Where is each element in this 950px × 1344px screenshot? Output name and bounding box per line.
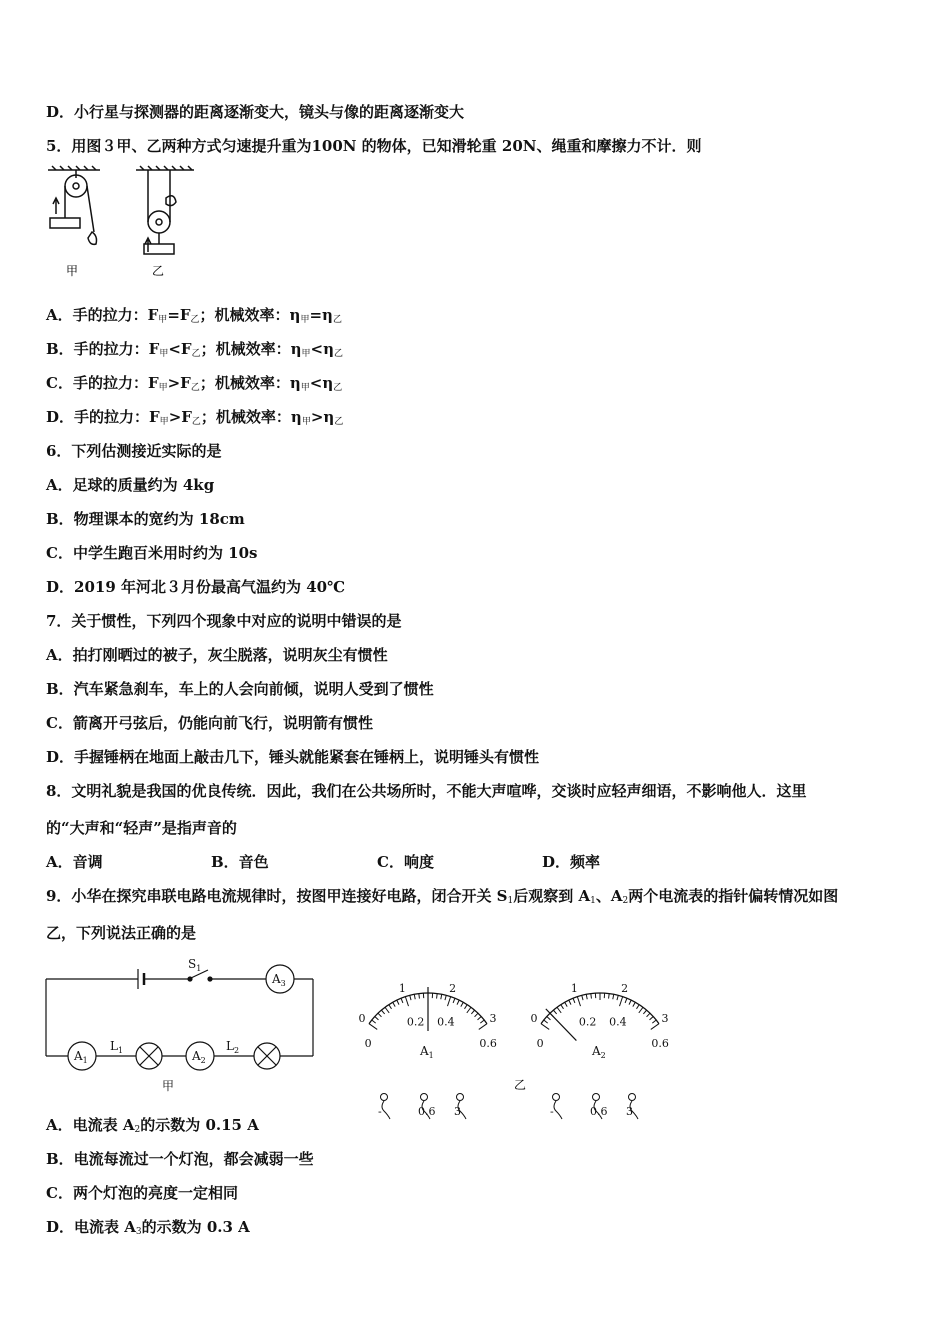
q9-meter-figure bbox=[348, 955, 683, 1118]
meter-lower-label: 0.6 bbox=[651, 1036, 669, 1050]
q7-option-a: A．拍打刚晒过的被子，灰尘脱落，说明灰尘有惯性 bbox=[46, 646, 388, 664]
meter-tick bbox=[544, 1020, 548, 1023]
meter-terminal-label: - bbox=[550, 1105, 554, 1118]
meter-tick bbox=[375, 1017, 379, 1020]
meter-tick bbox=[410, 995, 411, 1000]
meter-tick bbox=[561, 1005, 564, 1009]
meter-tick bbox=[441, 994, 442, 999]
meter-upper-label: 0 bbox=[530, 1012, 538, 1026]
q6-option-b: B．物理课本的宽约为 18cm bbox=[46, 510, 245, 528]
q7-option-d: D．手握锤柄在地面上敲击几下，锤头就能紧套在锤柄上，说明锤头有惯性 bbox=[46, 748, 540, 766]
meter-lower-label: 0.2 bbox=[578, 1015, 597, 1029]
q5-pulley-figure bbox=[44, 164, 214, 282]
meter-a2 bbox=[530, 982, 668, 1119]
meter-tick bbox=[547, 1017, 551, 1020]
meter-tick bbox=[647, 1013, 650, 1017]
meter-tick bbox=[448, 997, 451, 1006]
meter-terminal-label: 0.6 bbox=[590, 1105, 608, 1118]
meter-tick bbox=[636, 1005, 639, 1009]
meter-tick bbox=[582, 995, 583, 1000]
meter-tick bbox=[461, 1002, 463, 1006]
q6-option-c: C．中学生跑百米用时约为 10s bbox=[46, 544, 258, 562]
pulley-yi-label: 乙 bbox=[152, 264, 165, 278]
meter-tick bbox=[389, 1005, 392, 1009]
meter-tick bbox=[629, 1000, 631, 1005]
meter-name: $A_2$ bbox=[592, 1044, 606, 1060]
q9-option-c: C．两个灯泡的亮度一定相同 bbox=[46, 1184, 238, 1202]
q6-option-a: A．足球的质量约为 4kg bbox=[46, 476, 215, 494]
meter-upper-label: 3 bbox=[661, 1012, 669, 1026]
meter-terminal-label: 3 bbox=[454, 1105, 461, 1118]
meter-lower-label: 0.6 bbox=[479, 1036, 497, 1050]
meter-wire bbox=[554, 1101, 562, 1119]
meter-tick bbox=[393, 1002, 395, 1006]
meter-lower-label: 0 bbox=[536, 1036, 544, 1050]
q5-option-a: A．手的拉力：$F_甲=F_乙$；机械效率：$\eta_甲=\eta_乙$ bbox=[46, 306, 342, 325]
q8-option-b: B．音色 bbox=[211, 853, 269, 871]
meter-tick bbox=[437, 994, 438, 999]
meter-upper-label: 0 bbox=[358, 1012, 366, 1026]
meter-lower-label: 0.4 bbox=[609, 1015, 627, 1029]
meter-tick bbox=[643, 1010, 646, 1014]
meter-upper-label: 1 bbox=[570, 982, 578, 996]
pulley-jia-label: 甲 bbox=[66, 264, 79, 278]
switch-label: $S_1$ bbox=[188, 957, 202, 973]
q7-stem: 7．关于惯性，下列四个现象中对应的说明中错误的是 bbox=[46, 612, 402, 630]
meter-terminal bbox=[629, 1094, 636, 1101]
meter-tick bbox=[419, 994, 420, 999]
meter-terminal-label: - bbox=[378, 1105, 382, 1118]
meter-tick bbox=[609, 994, 610, 999]
q4-option-d: D．小行星与探测器的距离逐渐变大，镜头与像的距离逐渐变大 bbox=[46, 103, 465, 121]
a2-label: $A_2$ bbox=[192, 1049, 206, 1065]
meter-tick bbox=[577, 997, 580, 1006]
meter-tick bbox=[613, 994, 614, 999]
q9-option-b: B．电流每流过一个灯泡，都会减弱一些 bbox=[46, 1150, 314, 1168]
meter-terminal bbox=[381, 1094, 388, 1101]
meter-tick bbox=[541, 1024, 549, 1030]
meter-tick bbox=[651, 1024, 659, 1030]
q7-option-b: B．汽车紧急刹车，车上的人会向前倾，说明人受到了惯性 bbox=[46, 680, 434, 698]
meter-tick bbox=[381, 1010, 384, 1014]
meter-upper-label: 2 bbox=[449, 982, 457, 996]
q8-option-c: C．响度 bbox=[377, 853, 434, 871]
meter-upper-label: 2 bbox=[621, 982, 629, 996]
meter-tick bbox=[385, 1007, 389, 1013]
meter-tick bbox=[464, 1005, 467, 1009]
meter-tick bbox=[405, 997, 408, 1006]
meter-lower-label: 0 bbox=[364, 1036, 372, 1050]
meter-wire bbox=[382, 1101, 390, 1119]
q8-option-a: A．音调 bbox=[46, 853, 103, 871]
q5-option-d: D．手的拉力：$F_甲>F_乙$；机械效率：$\eta_甲>\eta_乙$ bbox=[46, 408, 344, 427]
meter-terminal bbox=[457, 1094, 464, 1101]
pulley-yi bbox=[136, 166, 194, 254]
meter-upper-label: 1 bbox=[398, 982, 406, 996]
meter-tick bbox=[620, 997, 623, 1006]
meter-terminal bbox=[421, 1094, 428, 1101]
meter-tick bbox=[479, 1024, 487, 1030]
meter-tick bbox=[625, 998, 627, 1003]
meter-tick bbox=[471, 1010, 474, 1014]
q9-option-d: D．电流表 $A_3$的示数为 0.3 A bbox=[46, 1218, 250, 1237]
meter-lower-label: 0.2 bbox=[406, 1015, 425, 1029]
l1-label: $L_1$ bbox=[110, 1039, 124, 1055]
meter-tick bbox=[453, 998, 455, 1003]
a1-label: $A_1$ bbox=[74, 1049, 88, 1065]
meter-tick bbox=[650, 1017, 654, 1020]
q9-stem-line2: 乙，下列说法正确的是 bbox=[46, 924, 197, 942]
meter-tick bbox=[591, 994, 592, 999]
meter-tick bbox=[586, 994, 587, 999]
pulley-jia bbox=[48, 166, 100, 244]
meter-tick bbox=[553, 1010, 556, 1014]
meter-tick bbox=[617, 995, 618, 1000]
meter-tick bbox=[573, 998, 575, 1003]
meter-terminal bbox=[593, 1094, 600, 1101]
meter-tick bbox=[557, 1007, 561, 1013]
meter-lower-label: 0.4 bbox=[437, 1015, 455, 1029]
meter-tick bbox=[445, 995, 446, 1000]
meter-tick bbox=[397, 1000, 399, 1005]
q8-stem-line1: 8．文明礼貌是我国的优良传统．因此，我们在公共场所时，不能大声喧哗，交谈时应轻声细语，不影响他人．这里 bbox=[46, 782, 807, 800]
meter-tick bbox=[569, 1000, 571, 1005]
l2-label: $L_2$ bbox=[226, 1039, 240, 1055]
meter-tick bbox=[372, 1020, 376, 1023]
q6-option-d: D．2019 年河北３月份最高气温约为 40℃ bbox=[46, 578, 346, 596]
q6-stem: 6．下列估测接近实际的是 bbox=[46, 442, 222, 460]
q7-option-c: C．箭离开弓弦后，仍能向前飞行，说明箭有惯性 bbox=[46, 714, 373, 732]
meter-name: $A_1$ bbox=[420, 1044, 434, 1060]
q5-option-c: C．手的拉力：$F_甲>F_乙$；机械效率：$\eta_甲<\eta_乙$ bbox=[46, 374, 343, 393]
meter-terminal-label: 3 bbox=[626, 1105, 633, 1118]
q9-stem-line1: 9．小华在探究串联电路电流规律时，按图甲连接好电路，闭合开关 $S_1$后观察到 $A_1$、$A_2$两个电流表的指针偏转情况如图 bbox=[46, 887, 839, 906]
meter-tick bbox=[414, 994, 415, 999]
meter-upper-label: 3 bbox=[489, 1012, 497, 1026]
meter-terminal bbox=[553, 1094, 560, 1101]
meter-tick bbox=[633, 1002, 635, 1006]
q8-option-d: D．频率 bbox=[542, 853, 601, 871]
meter-tick bbox=[652, 1020, 656, 1023]
circuit-caption: 甲 bbox=[162, 1079, 175, 1093]
meter-tick bbox=[639, 1007, 643, 1013]
meter-tick bbox=[457, 1000, 459, 1005]
q9-option-a: A．电流表 $A_2$的示数为 0.15 A bbox=[46, 1116, 259, 1135]
q5-stem: 5．用图３甲、乙两种方式匀速提升重为100N 的物体，已知滑轮重 20N、绳重和摩擦力不计．则 bbox=[46, 137, 702, 155]
meter-caption: 乙 bbox=[514, 1078, 527, 1092]
q8-stem-line2: 的“大声和“轻声”是指声音的 bbox=[46, 819, 237, 837]
meter-tick bbox=[467, 1007, 471, 1013]
meter-needle bbox=[546, 1009, 577, 1041]
q5-option-b: B．手的拉力：$F_甲<F_乙$；机械效率：$\eta_甲<\eta_乙$ bbox=[46, 340, 344, 359]
a3-label: $A_3$ bbox=[272, 972, 286, 988]
meter-tick bbox=[378, 1013, 381, 1017]
meter-tick bbox=[401, 998, 403, 1003]
meter-tick bbox=[565, 1002, 567, 1006]
meter-terminal-label: 0.6 bbox=[418, 1105, 436, 1118]
meter-tick bbox=[369, 1024, 377, 1030]
meter-a1 bbox=[358, 982, 496, 1119]
meter-tick bbox=[478, 1017, 482, 1020]
meter-tick bbox=[480, 1020, 484, 1023]
meter-tick bbox=[475, 1013, 478, 1017]
q9-circuit-diagram bbox=[38, 952, 328, 1094]
